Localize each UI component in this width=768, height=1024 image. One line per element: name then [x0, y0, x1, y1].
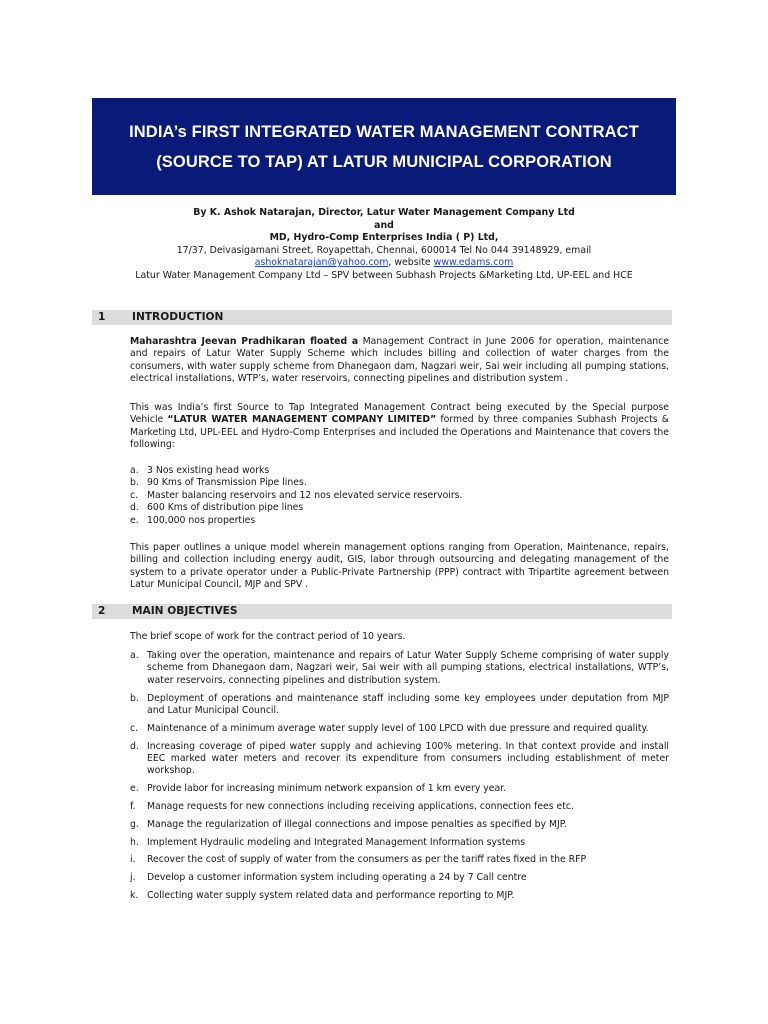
- website-separator: , website: [388, 257, 431, 269]
- section-title: INTRODUCTION: [132, 311, 224, 323]
- section-heading-introduction: [92, 310, 672, 325]
- section-heading-main-objectives: [92, 604, 672, 619]
- list-item: g. Manage the regularization of illegal connections and impose penalties as specified by MJP.: [130, 818, 567, 830]
- list-item: b. Deployment of operations and maintenance staff including some key employees under deputation from MJP and Latur Municipal Council.: [130, 692, 669, 717]
- author-byline: [92, 207, 676, 283]
- list-item: c. Maintenance of a minimum average water supply level of 100 LPCD with due pressure and required quality.: [130, 722, 649, 734]
- list-item: e. 100,000 nos properties: [130, 514, 256, 526]
- list-item: h. Implement Hydraulic modeling and Integrated Management Information systems: [130, 836, 526, 848]
- email-link[interactable]: ashoknatarajan@yahoo.com: [254, 257, 389, 269]
- intro-paragraph-2-bold: “LATUR WATER MANAGEMENT COMPANY LIMITED”: [167, 414, 437, 426]
- list-item: j. Develop a customer information system including operating a 24 by 7 Call centre: [130, 872, 527, 884]
- title-line-1: INDIA’s FIRST INTEGRATED WATER MANAGEMENT CONTRACT: [129, 122, 639, 141]
- list-item: a. 3 Nos existing head works: [130, 465, 270, 476]
- intro-paragraph-3: This paper outlines a unique model wherein management options ranging from Operation, Maintenance, repairs, billing and collection including energy audit, GIS, labor through outsourcing and delegating management of the system to a private operator under a Public-Private Partnership (PPP) contract with Tripartite agreement between Latur Municipal Council, MJP and SPV .: [130, 542, 669, 591]
- objectives-intro: The brief scope of work for the contract period of 10 years.: [130, 631, 406, 642]
- list-item: e. Provide labor for increasing minimum network expansion of 1 km every year.: [130, 783, 507, 795]
- intro-paragraph-2-text: formed by three companies Subhash Projects & Marketing Ltd, UPL-EEL and Hydro-Comp Enterprises and included the Operations and Maintenance that covers the following:: [130, 414, 670, 451]
- title-banner: [92, 98, 676, 195]
- intro-paragraph-1-bold: Maharashtra Jeevan Pradhikaran floated a: [130, 336, 359, 347]
- intro-paragraph-2: [130, 402, 669, 452]
- section-title: MAIN OBJECTIVES: [132, 605, 238, 617]
- list-item: a. Taking over the operation, maintenance and repairs of Latur Water Supply Scheme comprising of water supply scheme from Dhanegaon dam, Nagzari weir, Sai weir with all pumping stations, electrical installations, WTP’s, water reservoirs, connecting pipelines and distribution system.: [130, 650, 669, 686]
- intro-paragraph-1-text: Management Contract in June 2006 for operation, maintenance and repairs of Latur Water Supply Scheme which includes billing and collection of water charges from the consumers, with water supply scheme from Dhanegaon dam, Nagzari weir, Sai weir including all pumping stations, electrical installations, WTP’s, water reservoirs, connecting pipelines and distribution system .: [130, 336, 669, 385]
- byline-spv: Latur Water Management Company Ltd – SPV between Subhash Projects &Marketing Ltd, UP-EEL and HCE: [135, 269, 633, 281]
- byline-and: and: [374, 219, 394, 231]
- byline-address: 17/37, Deivasigamani Street, Royapettah, Chennai, 600014 Tel No 044 39148929, email: [176, 244, 592, 256]
- objectives-list: [130, 650, 669, 908]
- list-item: d. 600 Kms of distribution pipe lines: [130, 502, 304, 514]
- intro-paragraph-2-start: This was India’s first Source to Tap Integrated Management Contract being executed by the Special purpose Vehicle: [130, 402, 669, 426]
- byline-company: MD, Hydro-Comp Enterprises India ( P) Ltd,: [269, 232, 499, 244]
- works-list: [130, 465, 669, 527]
- list-item: c. Master balancing reservoirs and 12 nos elevated service reservoirs.: [130, 489, 463, 501]
- list-item: d. Increasing coverage of piped water supply and achieving 100% metering. In that context provide and install EEC marked water meters and recover its expenditure from consumers including establishment of meter workshop.: [130, 740, 669, 777]
- section-number: 2: [98, 605, 106, 617]
- intro-paragraph-1: [130, 336, 669, 386]
- website-link[interactable]: www.edams.com: [433, 257, 514, 269]
- list-item: f. Manage requests for new connections including receiving applications, connection fees etc.: [130, 801, 574, 813]
- list-item: b. 90 Kms of Transmission Pipe lines.: [130, 477, 307, 489]
- section-number: 1: [98, 311, 106, 323]
- list-item: k. Collecting water supply system related data and performance reporting to MJP.: [130, 890, 515, 901]
- byline-author: By K. Ashok Natarajan, Director, Latur Water Management Company Ltd: [193, 207, 575, 218]
- title-line-2: (SOURCE TO TAP) AT LATUR MUNICIPAL CORPORATION: [156, 152, 612, 171]
- list-item: i. Recover the cost of supply of water from the consumers as per the tariff rates fixed in the RFP: [130, 854, 587, 866]
